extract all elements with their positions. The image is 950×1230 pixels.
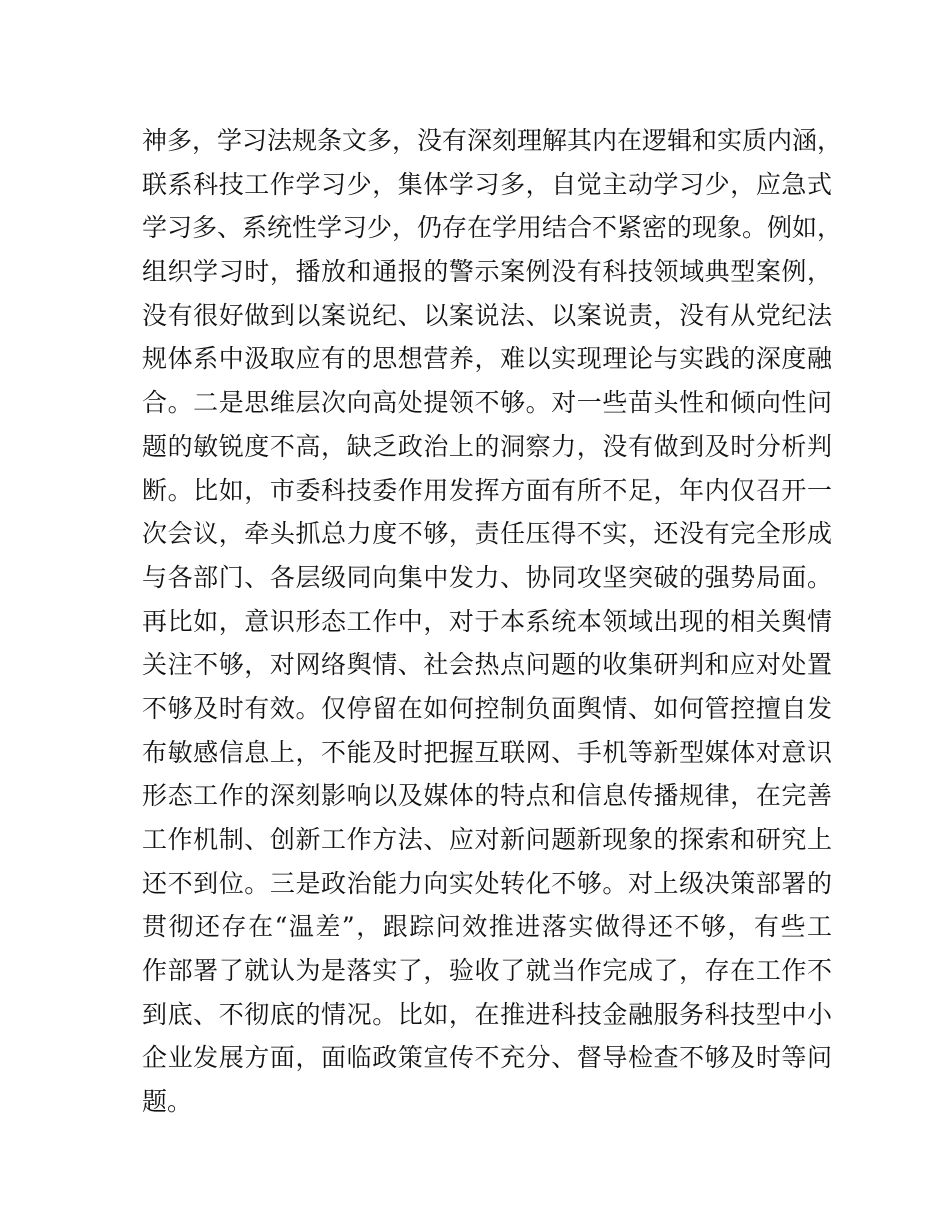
text-line-1: 神多，学习法规条文多，没有深刻理解其内在逻辑和实质内涵，	[142, 126, 843, 155]
text-line-4: 组织学习时，播放和通报的警示案例没有科技领域典型案例，	[142, 257, 832, 287]
text-line-16: 形态工作的深刻影响以及媒体的特点和信息传播规律，在完善	[142, 781, 832, 811]
text-line-11: 与各部门、各层级同向集中发力、协同攻坚突破的强势局面。	[142, 562, 832, 592]
text-line-23: 题。	[142, 1087, 193, 1117]
text-line-22: 企业发展方面，面临政策宣传不充分、督导检查不够及时等问	[142, 1043, 832, 1073]
text-line-20: 作部署了就认为是落实了，验收了就当作完成了，存在工作不	[142, 956, 832, 986]
text-line-18: 还不到位。三是政治能力向实处转化不够。对上级决策部署的	[142, 868, 832, 898]
text-line-12: 再比如，意识形态工作中，对于本系统本领域出现的相关舆情	[142, 606, 832, 636]
text-line-6: 规体系中汲取应有的思想营养，难以实现理论与实践的深度融	[142, 344, 832, 374]
text-line-8: 题的敏锐度不高，缺乏政治上的洞察力，没有做到及时分析判	[142, 431, 832, 461]
text-line-10: 次会议，牵头抓总力度不够，责任压得不实，还没有完全形成	[142, 519, 832, 549]
text-line-7: 合。二是思维层次向高处提领不够。对一些苗头性和倾向性问	[142, 388, 832, 418]
text-line-21: 到底、不彻底的情况。比如，在推进科技金融服务科技型中小	[142, 999, 832, 1029]
text-line-17: 工作机制、创新工作方法、应对新问题新现象的探索和研究上	[142, 825, 832, 854]
text-line-13: 关注不够，对网络舆情、社会热点问题的收集研判和应对处置	[142, 650, 832, 680]
body-paragraph	[142, 119, 843, 1124]
text-line-5: 没有很好做到以案说纪、以案说法、以案说责，没有从党纪法	[142, 300, 832, 330]
text-line-19: 贯彻还存在“温差”，跟踪问效推进落实做得还不够，有些工	[142, 912, 832, 942]
text-line-15: 布敏感信息上，不能及时把握互联网、手机等新型媒体对意识	[142, 737, 832, 767]
text-line-3: 学习多、系统性学习少，仍存在学用结合不紧密的现象。例如，	[142, 213, 843, 243]
text-line-14: 不够及时有效。仅停留在如何控制负面舆情、如何管控擅自发	[142, 693, 832, 723]
text-line-2: 联系科技工作学习少，集体学习多，自觉主动学习少，应急式	[142, 169, 832, 199]
text-line-9: 断。比如，市委科技委作用发挥方面有所不足，年内仅召开一	[142, 475, 832, 505]
